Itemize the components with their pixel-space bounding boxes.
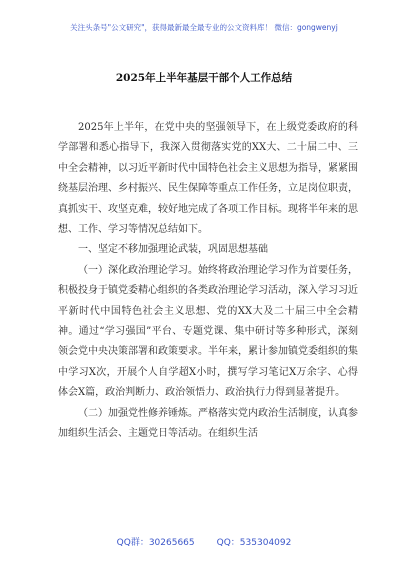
qq-number: QQ：535304092 [216, 538, 292, 548]
document-body [58, 118, 358, 445]
qq-group: QQ群：30265665 [116, 538, 195, 548]
document-title: 2025年上半年基层干部个人工作总结 [115, 72, 293, 84]
header-note: 关注头条号"公文研究"，获得最新最全最专业的公文资料库！ 微信：gongwenyj [70, 23, 338, 32]
subsection-paragraph: （一）深化政治理论学习。始终将政治理论学习作为首要任务，积极投身于镇党委精心组织的各类政治理论学习活动，深入学习习近平新时代中国特色社会主义思想、党的XX大及二十届三中全会精神。通过“学习强国”平台、专题党课、集中研讨等多种形式，深刻领会党中央决策部署和政策要求。半年来，累计参加镇党委组织的集中学习X次，开展个人自学超X小时，撰写学习笔记X万余字、心得体会X篇，政治判断力、政治领悟力、政治执行力得到显著提升。 [58, 264, 358, 399]
subsection-paragraph: （二）加强党性修养锤炼。严格落实党内政治生活制度，认真参加组织生活会、主题党日等活动。在组织生活 [58, 407, 358, 440]
footer-note [0, 535, 408, 548]
section-heading: 一、坚定不移加强理论武装，巩固思想基础 [78, 244, 268, 256]
intro-paragraph: 2025年上半年，在党中央的坚强领导下，在上级党委政府的科学部署和悉心指导下，我深入贯彻落实党的XX大、二十届二中、三中全会精神，以习近平新时代中国特色社会主义思想为指导，紧紧围绕基层治理、乡村振兴、民生保障等重点工作任务，立足岗位职责，真抓实干、攻坚克难，较好地完成了各项工作目标。现将半年来的思想、工作、学习等情况总结如下。 [58, 122, 358, 236]
